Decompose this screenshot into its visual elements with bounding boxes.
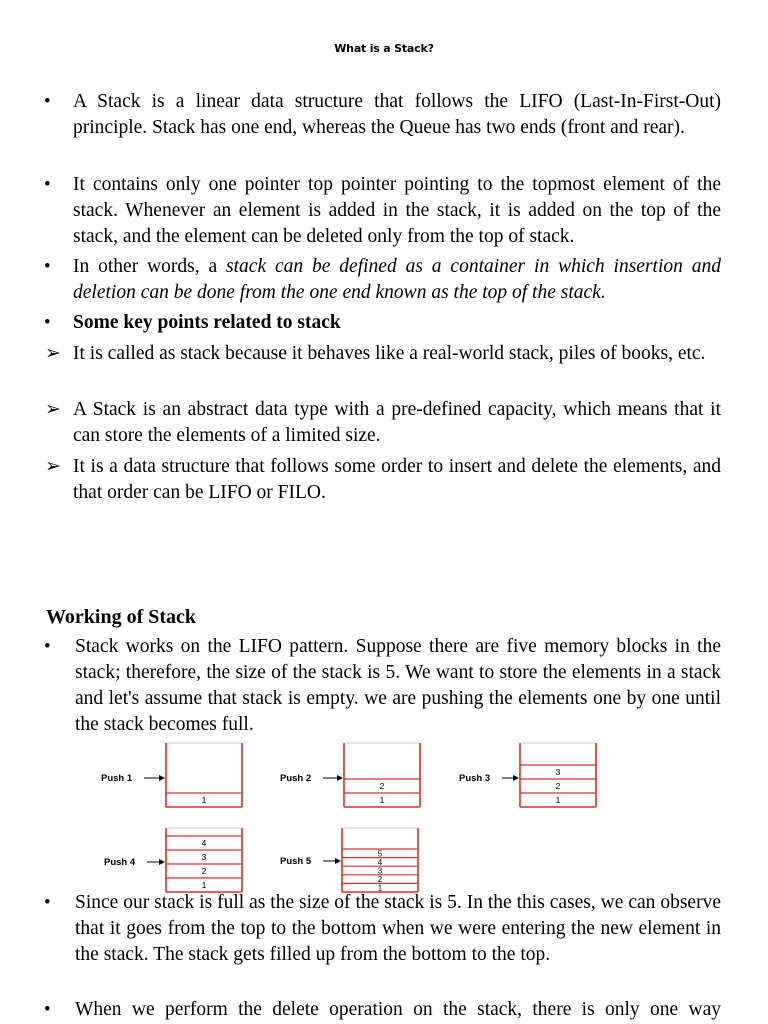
bullet-marker: • xyxy=(44,174,51,195)
push-label: Push 2 xyxy=(280,773,312,784)
stack-push-diagram xyxy=(90,738,620,896)
stack-step xyxy=(280,743,420,807)
bullet-item: It contains only one pointer top pointer pointing to the topmost element of the stack. Whenever an element is added in the stack, it is added on the top of the stack, and the element can be deleted only from the top of stack. xyxy=(73,174,721,247)
key-points-heading: Some key points related to stack xyxy=(73,312,341,333)
bullet-marker: • xyxy=(44,999,51,1020)
stack-cell-value: 5 xyxy=(377,849,383,859)
bullet-marker: • xyxy=(44,312,51,333)
definition-lead: In other words, a xyxy=(73,256,227,277)
stack-cell-value: 4 xyxy=(377,857,383,867)
stack-cell-value: 1 xyxy=(201,795,207,805)
stack-step xyxy=(280,828,418,893)
arrow-head-icon xyxy=(159,859,165,865)
stack-cell-value: 2 xyxy=(201,866,207,876)
arrow-head-icon xyxy=(513,775,519,781)
bullet-marker: • xyxy=(44,256,51,277)
key-point-item: A Stack is an abstract data type with a pre-defined capacity, which means that it can store the elements of a limited size. xyxy=(73,399,721,446)
arrow-head-icon xyxy=(337,775,343,781)
stack-step xyxy=(459,743,596,807)
push-label: Push 4 xyxy=(104,857,136,868)
stack-cell-value: 2 xyxy=(379,781,385,791)
stack-cell-value: 1 xyxy=(555,795,561,805)
bullet-marker: • xyxy=(44,892,51,913)
arrow-bullet-icon: ➢ xyxy=(45,456,61,477)
push-label: Push 1 xyxy=(101,773,133,784)
stack-cell-value: 1 xyxy=(377,883,383,893)
page-title: What is a Stack? xyxy=(334,42,434,55)
arrow-bullet-icon: ➢ xyxy=(45,343,61,364)
push-label: Push 3 xyxy=(459,773,491,784)
key-point-item: It is a data structure that follows some order to insert and delete the elements, and that order can be LIFO or FILO. xyxy=(73,456,721,503)
bullet-marker: • xyxy=(44,91,51,112)
section-title: Working of Stack xyxy=(46,606,197,628)
arrow-bullet-icon: ➢ xyxy=(45,399,61,420)
stack-cell-value: 4 xyxy=(201,838,207,848)
stack-cell-value: 3 xyxy=(201,852,207,862)
working-item: Since our stack is full as the size of the stack is 5. In the this cases, we can observe that it goes from the top to the bottom when we were entering the new element in the stack. The stack gets filled up from the bottom to the top. xyxy=(75,892,721,965)
definition-italic: stack can be defined as a container in which insertion and deletion can be done from the one end known as the top of the stack. xyxy=(73,256,721,303)
stack-step xyxy=(101,743,242,807)
working-item: Stack works on the LIFO pattern. Suppose there are five memory blocks in the stack; therefore, the size of the stack is 5. We want to store the elements in a stack and let's assume that stack is empty. we are pushing the elements one by one until the stack becomes full. xyxy=(75,636,721,735)
key-point-item: It is called as stack because it behaves like a real-world stack, piles of books, etc. xyxy=(73,343,706,364)
push-label: Push 5 xyxy=(280,856,312,867)
arrow-head-icon xyxy=(159,775,165,781)
stack-step xyxy=(104,828,242,892)
stack-push-figure xyxy=(90,738,620,896)
stack-cell-value: 1 xyxy=(201,880,207,890)
bullet-item: A Stack is a linear data structure that follows the LIFO (Last-In-First-Out) principle. Stack has one end, whereas the Queue has two ends (front and rear). xyxy=(73,91,721,138)
bullet-item-definition xyxy=(73,254,721,306)
stack-cell-value: 1 xyxy=(379,795,385,805)
stack-cell-value: 2 xyxy=(555,781,561,791)
stack-cell-value: 2 xyxy=(377,875,383,885)
bullet-marker: • xyxy=(44,636,51,657)
stack-cell-value: 3 xyxy=(377,866,383,876)
working-item: When we perform the delete operation on the stack, there is only one way xyxy=(75,999,721,1020)
arrow-head-icon xyxy=(335,858,341,864)
stack-cell-value: 3 xyxy=(555,767,561,777)
